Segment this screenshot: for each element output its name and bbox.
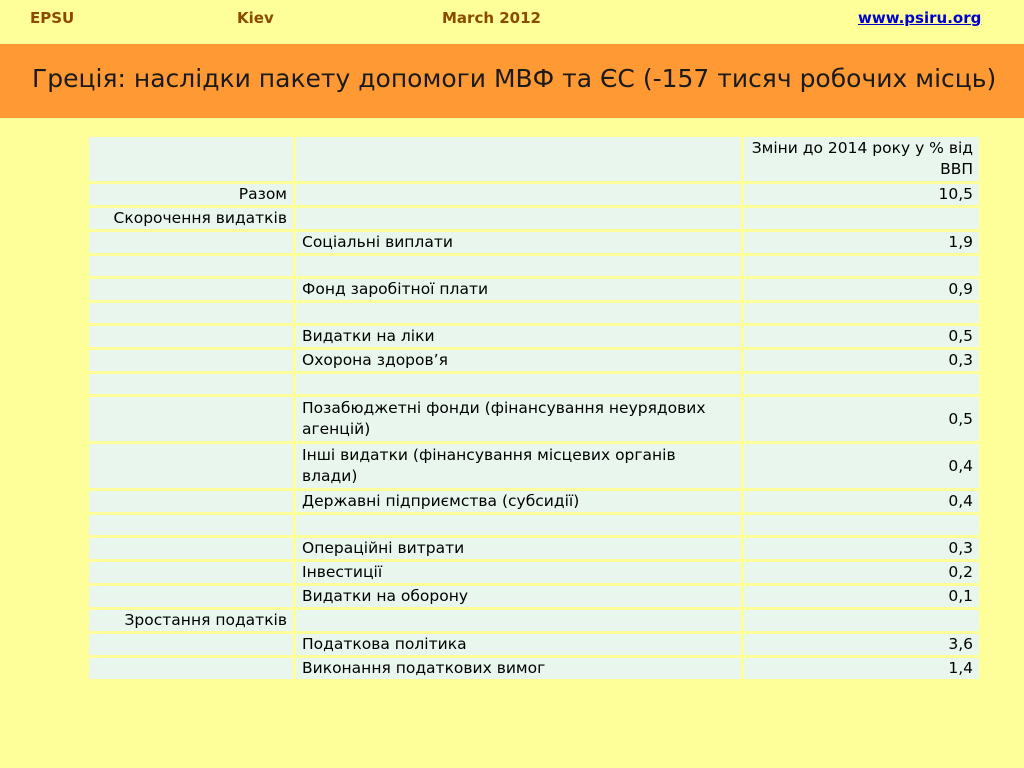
row-item-cell: Видатки на оборону bbox=[295, 585, 743, 609]
row-category-cell: Зростання податків bbox=[88, 609, 295, 633]
row-item-cell: Соціальні виплати bbox=[295, 231, 743, 255]
row-category-cell bbox=[88, 396, 295, 443]
table-row bbox=[88, 396, 981, 443]
city-name: Kiev bbox=[237, 9, 274, 27]
row-value-cell: 1,4 bbox=[743, 657, 981, 681]
row-category-cell bbox=[88, 514, 295, 537]
row-item-cell: Інвестиції bbox=[295, 561, 743, 585]
row-item-cell bbox=[295, 514, 743, 537]
row-item-cell: Виконання податкових вимог bbox=[295, 657, 743, 681]
row-value-cell: 0,2 bbox=[743, 561, 981, 585]
row-value-cell bbox=[743, 514, 981, 537]
table-row bbox=[88, 302, 981, 325]
row-category-cell bbox=[88, 349, 295, 373]
row-category-cell bbox=[88, 537, 295, 561]
row-item-cell bbox=[295, 255, 743, 278]
row-value-cell bbox=[743, 609, 981, 633]
row-value-cell: 0,5 bbox=[743, 325, 981, 349]
table-row bbox=[88, 349, 981, 373]
data-table bbox=[86, 134, 982, 682]
table-row bbox=[88, 207, 981, 231]
row-value-cell: 0,3 bbox=[743, 349, 981, 373]
row-item-cell: Видатки на ліки bbox=[295, 325, 743, 349]
row-category-cell: Скорочення видатків bbox=[88, 207, 295, 231]
row-category-cell bbox=[88, 325, 295, 349]
row-category-cell bbox=[88, 633, 295, 657]
row-category-cell bbox=[88, 585, 295, 609]
row-value-cell bbox=[743, 302, 981, 325]
row-value-cell bbox=[743, 207, 981, 231]
table-row bbox=[88, 255, 981, 278]
table-row bbox=[88, 325, 981, 349]
row-value-cell: 0,1 bbox=[743, 585, 981, 609]
row-value-cell: 0,5 bbox=[743, 396, 981, 443]
table-row bbox=[88, 231, 981, 255]
row-value-cell: 3,6 bbox=[743, 633, 981, 657]
row-item-cell: Інші видатки (фінансування місцевих органів влади) bbox=[295, 443, 743, 490]
table-row bbox=[88, 373, 981, 396]
table-header-cell: Зміни до 2014 року у % від ВВП bbox=[743, 136, 981, 183]
table-row bbox=[88, 561, 981, 585]
row-item-cell: Операційні витрати bbox=[295, 537, 743, 561]
row-item-cell: Позабюджетні фонди (фінансування неурядових агенцій) bbox=[295, 396, 743, 443]
table-header-row bbox=[88, 136, 981, 183]
row-category-cell bbox=[88, 278, 295, 302]
table-row bbox=[88, 514, 981, 537]
table-header-cell bbox=[88, 136, 295, 183]
header-bar bbox=[0, 0, 1024, 44]
row-value-cell: 0,9 bbox=[743, 278, 981, 302]
row-item-cell: Державні підприємства (субсидії) bbox=[295, 490, 743, 514]
row-value-cell: 0,3 bbox=[743, 537, 981, 561]
page-title: Греція: наслідки пакету допомоги МВФ та ЄС (-157 тисяч робочих місць) bbox=[32, 64, 997, 93]
row-value-cell: 0,4 bbox=[743, 443, 981, 490]
row-item-cell: Податкова політика bbox=[295, 633, 743, 657]
website-link[interactable]: www.psiru.org bbox=[858, 9, 982, 27]
table-row bbox=[88, 183, 981, 207]
row-category-cell bbox=[88, 373, 295, 396]
table-row bbox=[88, 657, 981, 681]
row-value-cell bbox=[743, 255, 981, 278]
row-item-cell bbox=[295, 302, 743, 325]
row-item-cell: Фонд заробітної плати bbox=[295, 278, 743, 302]
row-value-cell bbox=[743, 373, 981, 396]
row-item-cell bbox=[295, 183, 743, 207]
table-row bbox=[88, 633, 981, 657]
table-header-cell bbox=[295, 136, 743, 183]
row-category-cell: Разом bbox=[88, 183, 295, 207]
row-category-cell bbox=[88, 255, 295, 278]
organization-name: EPSU bbox=[30, 9, 75, 27]
row-category-cell bbox=[88, 490, 295, 514]
date-label: March 2012 bbox=[442, 9, 541, 27]
row-value-cell: 10,5 bbox=[743, 183, 981, 207]
row-item-cell bbox=[295, 609, 743, 633]
row-category-cell bbox=[88, 561, 295, 585]
row-category-cell bbox=[88, 657, 295, 681]
table-row bbox=[88, 609, 981, 633]
table-row bbox=[88, 585, 981, 609]
row-category-cell bbox=[88, 231, 295, 255]
table-row bbox=[88, 278, 981, 302]
row-value-cell: 1,9 bbox=[743, 231, 981, 255]
table-row bbox=[88, 537, 981, 561]
row-item-cell: Охорона здоров’я bbox=[295, 349, 743, 373]
row-value-cell: 0,4 bbox=[743, 490, 981, 514]
table-row bbox=[88, 490, 981, 514]
row-item-cell bbox=[295, 207, 743, 231]
row-category-cell bbox=[88, 443, 295, 490]
row-category-cell bbox=[88, 302, 295, 325]
row-item-cell bbox=[295, 373, 743, 396]
title-bar bbox=[0, 44, 1024, 118]
table-row bbox=[88, 443, 981, 490]
